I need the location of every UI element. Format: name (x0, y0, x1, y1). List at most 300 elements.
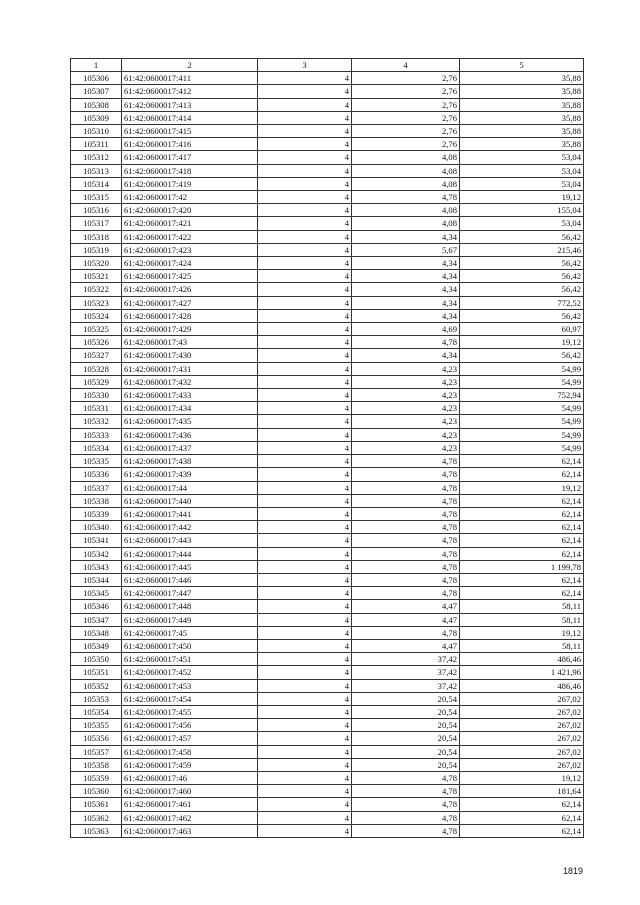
cadastral-number-cell: 61:42:0600017:442 (122, 521, 258, 534)
cadastral-number-cell: 61:42:0600017:46 (122, 771, 258, 784)
row-number-cell: 105343 (71, 560, 122, 573)
cadastral-number-cell: 61:42:0600017:430 (122, 349, 258, 362)
amount-cell: 62,14 (460, 521, 584, 534)
cadastral-number-cell: 61:42:0600017:413 (122, 98, 258, 111)
rate-cell: 4,78 (352, 560, 460, 573)
table-row (71, 824, 584, 837)
amount-cell: 486,46 (460, 679, 584, 692)
rate-cell: 4,69 (352, 323, 460, 336)
row-number-cell: 105342 (71, 547, 122, 560)
rate-cell: 4,78 (352, 771, 460, 784)
table-row (71, 415, 584, 428)
code-cell: 4 (258, 441, 352, 454)
cadastral-number-cell: 61:42:0600017:423 (122, 243, 258, 256)
rate-cell: 4,78 (352, 507, 460, 520)
table-row (71, 217, 584, 230)
cadastral-number-cell: 61:42:0600017:425 (122, 270, 258, 283)
table-row (71, 323, 584, 336)
code-cell: 4 (258, 587, 352, 600)
rate-cell: 4,34 (352, 230, 460, 243)
row-number-cell: 105315 (71, 191, 122, 204)
rate-cell: 2,76 (352, 85, 460, 98)
rate-cell: 4,47 (352, 613, 460, 626)
page-number: 1819 (563, 866, 584, 876)
code-cell: 4 (258, 468, 352, 481)
table-row (71, 389, 584, 402)
code-cell: 4 (258, 72, 352, 85)
table-row (71, 653, 584, 666)
row-number-cell: 105360 (71, 785, 122, 798)
cadastral-number-cell: 61:42:0600017:429 (122, 323, 258, 336)
table-row (71, 243, 584, 256)
table-row (71, 481, 584, 494)
cadastral-number-cell: 61:42:0600017:449 (122, 613, 258, 626)
code-cell: 4 (258, 653, 352, 666)
code-cell: 4 (258, 560, 352, 573)
amount-cell: 772,52 (460, 296, 584, 309)
table-row (71, 309, 584, 322)
amount-cell: 267,02 (460, 745, 584, 758)
amount-cell: 215,46 (460, 243, 584, 256)
code-cell: 4 (258, 243, 352, 256)
rate-cell: 4,78 (352, 824, 460, 837)
table-row (71, 639, 584, 652)
code-cell: 4 (258, 230, 352, 243)
row-number-cell: 105316 (71, 204, 122, 217)
column-header-2: 2 (122, 59, 258, 72)
cadastral-number-cell: 61:42:0600017:44 (122, 481, 258, 494)
rate-cell: 4,78 (352, 336, 460, 349)
code-cell: 4 (258, 217, 352, 230)
code-cell: 4 (258, 125, 352, 138)
cadastral-number-cell: 61:42:0600017:451 (122, 653, 258, 666)
column-header-4: 4 (352, 59, 460, 72)
amount-cell: 1 199,78 (460, 560, 584, 573)
table-row (71, 441, 584, 454)
amount-cell: 58,11 (460, 600, 584, 613)
code-cell: 4 (258, 283, 352, 296)
row-number-cell: 105350 (71, 653, 122, 666)
table-row (71, 613, 584, 626)
cadastral-number-cell: 61:42:0600017:415 (122, 125, 258, 138)
amount-cell: 35,88 (460, 98, 584, 111)
cadastral-number-cell: 61:42:0600017:459 (122, 758, 258, 771)
cadastral-number-cell: 61:42:0600017:433 (122, 389, 258, 402)
cadastral-number-cell: 61:42:0600017:424 (122, 257, 258, 270)
table-row (71, 494, 584, 507)
amount-cell: 62,14 (460, 811, 584, 824)
cadastral-number-cell: 61:42:0600017:435 (122, 415, 258, 428)
cadastral-number-cell: 61:42:0600017:437 (122, 441, 258, 454)
amount-cell: 19,12 (460, 481, 584, 494)
code-cell: 4 (258, 191, 352, 204)
amount-cell: 54,99 (460, 402, 584, 415)
code-cell: 4 (258, 824, 352, 837)
amount-cell: 1 421,96 (460, 666, 584, 679)
rate-cell: 4,78 (352, 811, 460, 824)
code-cell: 4 (258, 111, 352, 124)
table-row (71, 705, 584, 718)
table-row (71, 785, 584, 798)
row-number-cell: 105307 (71, 85, 122, 98)
code-cell: 4 (258, 309, 352, 322)
cadastral-number-cell: 61:42:0600017:422 (122, 230, 258, 243)
amount-cell: 53,04 (460, 164, 584, 177)
code-cell: 4 (258, 613, 352, 626)
rate-cell: 4,23 (352, 362, 460, 375)
cadastral-number-cell: 61:42:0600017:447 (122, 587, 258, 600)
cadastral-number-cell: 61:42:0600017:426 (122, 283, 258, 296)
row-number-cell: 105317 (71, 217, 122, 230)
code-cell: 4 (258, 349, 352, 362)
amount-cell: 35,88 (460, 111, 584, 124)
table-row (71, 283, 584, 296)
cadastral-number-cell: 61:42:0600017:420 (122, 204, 258, 217)
row-number-cell: 105325 (71, 323, 122, 336)
cadastral-number-cell: 61:42:0600017:443 (122, 534, 258, 547)
rate-cell: 4,23 (352, 441, 460, 454)
row-number-cell: 105355 (71, 719, 122, 732)
table-row (71, 164, 584, 177)
code-cell: 4 (258, 507, 352, 520)
amount-cell: 19,12 (460, 191, 584, 204)
row-number-cell: 105363 (71, 824, 122, 837)
row-number-cell: 105351 (71, 666, 122, 679)
rate-cell: 20,54 (352, 692, 460, 705)
amount-cell: 486,46 (460, 653, 584, 666)
rate-cell: 4,08 (352, 151, 460, 164)
rate-cell: 2,76 (352, 125, 460, 138)
amount-cell: 267,02 (460, 705, 584, 718)
row-number-cell: 105361 (71, 798, 122, 811)
cadastral-number-cell: 61:42:0600017:432 (122, 375, 258, 388)
amount-cell: 58,11 (460, 639, 584, 652)
table-body (71, 72, 584, 838)
row-number-cell: 105312 (71, 151, 122, 164)
rate-cell: 20,54 (352, 719, 460, 732)
cadastral-number-cell: 61:42:0600017:412 (122, 85, 258, 98)
cadastral-number-cell: 61:42:0600017:417 (122, 151, 258, 164)
row-number-cell: 105306 (71, 72, 122, 85)
code-cell: 4 (258, 666, 352, 679)
table-row (71, 125, 584, 138)
cadastral-number-cell: 61:42:0600017:446 (122, 573, 258, 586)
table-row (71, 560, 584, 573)
row-number-cell: 105337 (71, 481, 122, 494)
rate-cell: 4,23 (352, 415, 460, 428)
rate-cell: 2,76 (352, 111, 460, 124)
rate-cell: 4,34 (352, 270, 460, 283)
rate-cell: 4,78 (352, 455, 460, 468)
code-cell: 4 (258, 745, 352, 758)
code-cell: 4 (258, 415, 352, 428)
amount-cell: 60,97 (460, 323, 584, 336)
rate-cell: 4,34 (352, 283, 460, 296)
data-table (70, 58, 584, 838)
cadastral-number-cell: 61:42:0600017:445 (122, 560, 258, 573)
row-number-cell: 105328 (71, 362, 122, 375)
code-cell: 4 (258, 455, 352, 468)
row-number-cell: 105356 (71, 732, 122, 745)
rate-cell: 4,34 (352, 349, 460, 362)
table-row (71, 811, 584, 824)
code-cell: 4 (258, 811, 352, 824)
amount-cell: 62,14 (460, 507, 584, 520)
cadastral-number-cell: 61:42:0600017:457 (122, 732, 258, 745)
code-cell: 4 (258, 719, 352, 732)
row-number-cell: 105320 (71, 257, 122, 270)
table-row (71, 296, 584, 309)
table-row (71, 270, 584, 283)
cadastral-number-cell: 61:42:0600017:448 (122, 600, 258, 613)
rate-cell: 2,76 (352, 72, 460, 85)
cadastral-number-cell: 61:42:0600017:414 (122, 111, 258, 124)
row-number-cell: 105309 (71, 111, 122, 124)
amount-cell: 752,94 (460, 389, 584, 402)
rate-cell: 37,42 (352, 653, 460, 666)
table-row (71, 666, 584, 679)
row-number-cell: 105353 (71, 692, 122, 705)
amount-cell: 62,14 (460, 494, 584, 507)
rate-cell: 4,78 (352, 798, 460, 811)
table-row (71, 534, 584, 547)
table-row (71, 362, 584, 375)
cadastral-number-cell: 61:42:0600017:440 (122, 494, 258, 507)
code-cell: 4 (258, 626, 352, 639)
cadastral-number-cell: 61:42:0600017:411 (122, 72, 258, 85)
amount-cell: 19,12 (460, 771, 584, 784)
column-header-3: 3 (258, 59, 352, 72)
table-row (71, 468, 584, 481)
amount-cell: 62,14 (460, 824, 584, 837)
cadastral-number-cell: 61:42:0600017:418 (122, 164, 258, 177)
row-number-cell: 105318 (71, 230, 122, 243)
rate-cell: 4,78 (352, 547, 460, 560)
code-cell: 4 (258, 534, 352, 547)
amount-cell: 56,42 (460, 230, 584, 243)
cadastral-number-cell: 61:42:0600017:438 (122, 455, 258, 468)
code-cell: 4 (258, 375, 352, 388)
code-cell: 4 (258, 481, 352, 494)
code-cell: 4 (258, 573, 352, 586)
table-row (71, 230, 584, 243)
amount-cell: 62,14 (460, 455, 584, 468)
code-cell: 4 (258, 798, 352, 811)
cadastral-number-cell: 61:42:0600017:431 (122, 362, 258, 375)
rate-cell: 4,78 (352, 191, 460, 204)
table-row (71, 798, 584, 811)
table-row (71, 547, 584, 560)
cadastral-number-cell: 61:42:0600017:419 (122, 177, 258, 190)
code-cell: 4 (258, 98, 352, 111)
row-number-cell: 105344 (71, 573, 122, 586)
cadastral-number-cell: 61:42:0600017:428 (122, 309, 258, 322)
code-cell: 4 (258, 771, 352, 784)
row-number-cell: 105339 (71, 507, 122, 520)
row-number-cell: 105349 (71, 639, 122, 652)
row-number-cell: 105332 (71, 415, 122, 428)
row-number-cell: 105338 (71, 494, 122, 507)
code-cell: 4 (258, 785, 352, 798)
table-row (71, 191, 584, 204)
rate-cell: 4,23 (352, 428, 460, 441)
code-cell: 4 (258, 257, 352, 270)
row-number-cell: 105327 (71, 349, 122, 362)
amount-cell: 267,02 (460, 732, 584, 745)
table-row (71, 692, 584, 705)
code-cell: 4 (258, 547, 352, 560)
row-number-cell: 105313 (71, 164, 122, 177)
row-number-cell: 105357 (71, 745, 122, 758)
rate-cell: 2,76 (352, 98, 460, 111)
row-number-cell: 105308 (71, 98, 122, 111)
amount-cell: 35,88 (460, 138, 584, 151)
cadastral-number-cell: 61:42:0600017:421 (122, 217, 258, 230)
code-cell: 4 (258, 692, 352, 705)
amount-cell: 267,02 (460, 758, 584, 771)
row-number-cell: 105326 (71, 336, 122, 349)
amount-cell: 56,42 (460, 270, 584, 283)
code-cell: 4 (258, 204, 352, 217)
cadastral-number-cell: 61:42:0600017:462 (122, 811, 258, 824)
rate-cell: 4,23 (352, 402, 460, 415)
code-cell: 4 (258, 679, 352, 692)
row-number-cell: 105345 (71, 587, 122, 600)
cadastral-number-cell: 61:42:0600017:434 (122, 402, 258, 415)
row-number-cell: 105347 (71, 613, 122, 626)
rate-cell: 4,47 (352, 639, 460, 652)
table-row (71, 507, 584, 520)
amount-cell: 62,14 (460, 534, 584, 547)
cadastral-number-cell: 61:42:0600017:453 (122, 679, 258, 692)
code-cell: 4 (258, 323, 352, 336)
cadastral-number-cell: 61:42:0600017:454 (122, 692, 258, 705)
cadastral-number-cell: 61:42:0600017:441 (122, 507, 258, 520)
code-cell: 4 (258, 362, 352, 375)
cadastral-number-cell: 61:42:0600017:427 (122, 296, 258, 309)
amount-cell: 53,04 (460, 151, 584, 164)
cadastral-number-cell: 61:42:0600017:460 (122, 785, 258, 798)
table-row (71, 138, 584, 151)
rate-cell: 20,54 (352, 705, 460, 718)
rate-cell: 4,78 (352, 785, 460, 798)
amount-cell: 54,99 (460, 428, 584, 441)
amount-cell: 56,42 (460, 309, 584, 322)
row-number-cell: 105346 (71, 600, 122, 613)
row-number-cell: 105322 (71, 283, 122, 296)
code-cell: 4 (258, 296, 352, 309)
row-number-cell: 105333 (71, 428, 122, 441)
amount-cell: 19,12 (460, 336, 584, 349)
row-number-cell: 105334 (71, 441, 122, 454)
amount-cell: 56,42 (460, 283, 584, 296)
cadastral-number-cell: 61:42:0600017:452 (122, 666, 258, 679)
row-number-cell: 105330 (71, 389, 122, 402)
amount-cell: 35,88 (460, 125, 584, 138)
code-cell: 4 (258, 270, 352, 283)
rate-cell: 4,78 (352, 587, 460, 600)
table-row (71, 679, 584, 692)
rate-cell: 4,78 (352, 626, 460, 639)
table-row (71, 521, 584, 534)
code-cell: 4 (258, 732, 352, 745)
row-number-cell: 105314 (71, 177, 122, 190)
code-cell: 4 (258, 494, 352, 507)
table-row (71, 745, 584, 758)
row-number-cell: 105348 (71, 626, 122, 639)
row-number-cell: 105358 (71, 758, 122, 771)
table-row (71, 72, 584, 85)
amount-cell: 54,99 (460, 375, 584, 388)
row-number-cell: 105352 (71, 679, 122, 692)
cadastral-number-cell: 61:42:0600017:461 (122, 798, 258, 811)
amount-cell: 58,11 (460, 613, 584, 626)
code-cell: 4 (258, 639, 352, 652)
table-row (71, 375, 584, 388)
rate-cell: 37,42 (352, 679, 460, 692)
row-number-cell: 105329 (71, 375, 122, 388)
rate-cell: 4,78 (352, 534, 460, 547)
amount-cell: 267,02 (460, 692, 584, 705)
rate-cell: 4,34 (352, 257, 460, 270)
rate-cell: 4,78 (352, 468, 460, 481)
amount-cell: 267,02 (460, 719, 584, 732)
amount-cell: 62,14 (460, 547, 584, 560)
amount-cell: 56,42 (460, 257, 584, 270)
code-cell: 4 (258, 177, 352, 190)
row-number-cell: 105331 (71, 402, 122, 415)
row-number-cell: 105341 (71, 534, 122, 547)
row-number-cell: 105310 (71, 125, 122, 138)
code-cell: 4 (258, 705, 352, 718)
rate-cell: 37,42 (352, 666, 460, 679)
code-cell: 4 (258, 428, 352, 441)
table-row (71, 732, 584, 745)
code-cell: 4 (258, 138, 352, 151)
cadastral-number-cell: 61:42:0600017:463 (122, 824, 258, 837)
rate-cell: 4,34 (352, 296, 460, 309)
table-row (71, 455, 584, 468)
table-row (71, 111, 584, 124)
cadastral-number-cell: 61:42:0600017:42 (122, 191, 258, 204)
row-number-cell: 105354 (71, 705, 122, 718)
rate-cell: 20,54 (352, 758, 460, 771)
table-row (71, 177, 584, 190)
cadastral-number-cell: 61:42:0600017:444 (122, 547, 258, 560)
row-number-cell: 105319 (71, 243, 122, 256)
row-number-cell: 105335 (71, 455, 122, 468)
rate-cell: 5,67 (352, 243, 460, 256)
table-row (71, 719, 584, 732)
cadastral-number-cell: 61:42:0600017:439 (122, 468, 258, 481)
amount-cell: 62,14 (460, 798, 584, 811)
row-number-cell: 105359 (71, 771, 122, 784)
amount-cell: 56,42 (460, 349, 584, 362)
table-row (71, 257, 584, 270)
amount-cell: 54,99 (460, 415, 584, 428)
rate-cell: 2,76 (352, 138, 460, 151)
row-number-cell: 105362 (71, 811, 122, 824)
code-cell: 4 (258, 151, 352, 164)
row-number-cell: 105321 (71, 270, 122, 283)
cadastral-number-cell: 61:42:0600017:436 (122, 428, 258, 441)
table-row (71, 151, 584, 164)
rate-cell: 4,78 (352, 573, 460, 586)
table-row (71, 85, 584, 98)
row-number-cell: 105323 (71, 296, 122, 309)
rate-cell: 4,08 (352, 217, 460, 230)
table-row (71, 428, 584, 441)
